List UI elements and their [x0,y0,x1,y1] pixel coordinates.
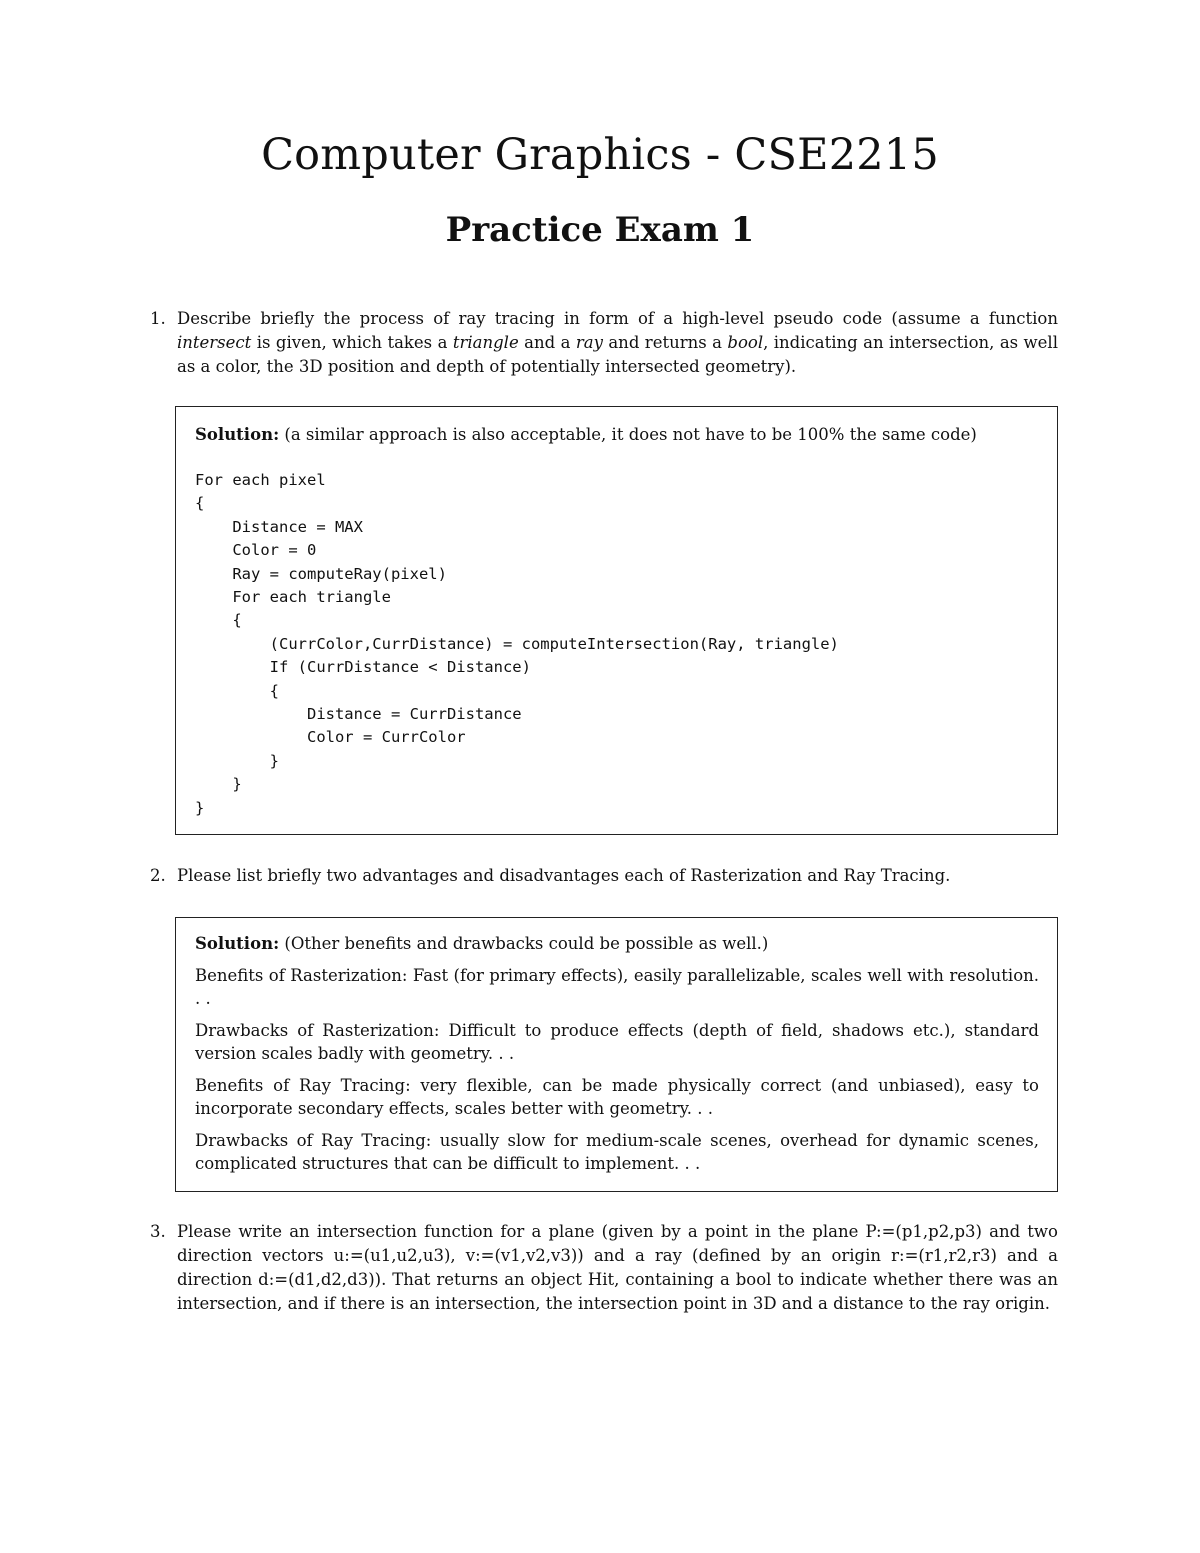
solution-note: (a similar approach is also acceptable, it does not have to be 100% the same code) [279,425,977,444]
question-2 [150,864,1058,888]
question-1 [150,307,1058,379]
solution-header [195,423,1039,447]
question-text: Please list briefly two advantages and disadvantages each of Rasterization and Ray Tracing. [177,866,951,885]
question-text [177,307,1058,379]
solution-item: Benefits of Rasterization: Fast (for primary effects), easily parallelizable, scales well with resolution. . . [195,965,1039,1008]
question-number: 2. [150,866,166,885]
question-text-part: Describe briefly the process of ray tracing in form of a high-level pseudo code (assume a function [177,309,1058,328]
question-text: Please write an intersection function for a plane (given by a point in the plane P:=(p1,p2,p3) and two direction vectors u:=(u1,u2,u3), v:=(v1,v2,v3)) and a ray (defined by an origin r:=(r1,r2,r3) and a direction d:=(d1,d2,d3)). That returns an object Hit, containing a bool to indicate whether there was an intersection, and if there is an intersection, the intersection point in 3D and a distance to the ray origin. [177,1222,1058,1313]
pseudo-code: For each pixel { Distance = MAX Color = 0 Ray = computeRay(pixel) For each triangle { (CurrColor,CurrDistance) = computeIntersection(Ray, triangle) If (CurrDistance < Distance) { Distance = CurrDistance Color = CurrColor } } } [195,471,839,817]
page-title: Computer Graphics - CSE2215 [261,130,939,180]
solution-note: (Other benefits and drawbacks could be possible as well.) [279,934,769,953]
question-text-part: and a [518,333,576,352]
solution-box-2 [175,917,1058,1192]
question-text-part: , indicating an intersection, as well as a color, the 3D position and depth of potentially intersected geometry). [177,333,1058,376]
solution-box-1 [175,406,1058,835]
question-number: 3. [150,1222,166,1241]
question-text-emphasis: bool [727,333,764,352]
solution-item: Drawbacks of Rasterization: Difficult to produce effects (depth of field, shadows etc.), standard version scales badly with geometry. . . [195,1020,1039,1063]
question-number: 1. [150,309,166,328]
solution-header [195,932,1039,956]
question-text-part: is given, which takes a [251,333,453,352]
solution-label: Solution: [195,425,280,444]
solution-item: Benefits of Ray Tracing: very flexible, can be made physically correct (and unbiased), easy to incorporate secondary effects, scales better with geometry. . . [195,1075,1039,1118]
page-subtitle: Practice Exam 1 [445,210,755,250]
question-text-emphasis: intersect [177,333,252,352]
solution-label: Solution: [195,934,280,953]
question-3 [150,1220,1058,1316]
question-text-emphasis: ray [575,333,603,352]
question-text-emphasis: triangle [452,333,519,352]
question-text-part: and returns a [602,333,728,352]
solution-item: Drawbacks of Ray Tracing: usually slow for medium-scale scenes, overhead for dynamic scenes, complicated structures that can be difficult to implement. . . [195,1130,1039,1173]
